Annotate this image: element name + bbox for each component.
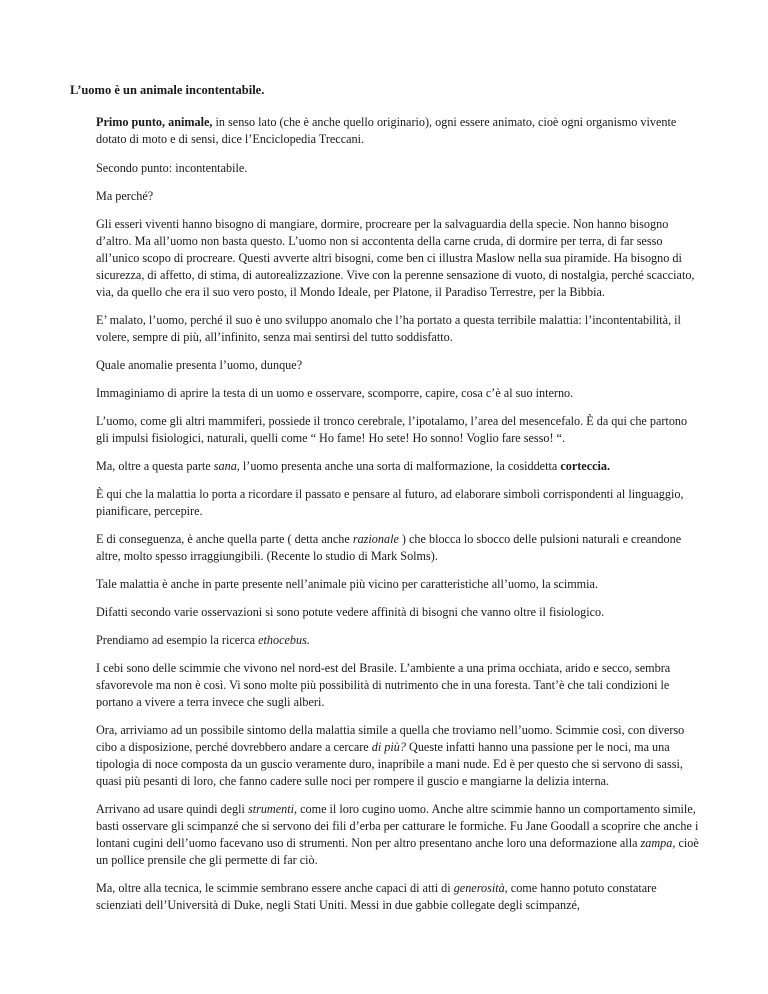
paragraph-8: L’uomo, come gli altri mammiferi, possiede il tronco cerebrale, l’ipotalamo, l’area del mesencefalo. È da qui che partono gli impulsi fisiologici, naturali, quelli come “ Ho fame! Ho sete! Ho sonno! Voglio fare sesso! “. <box>96 414 688 445</box>
paragraph-14: Prendiamo ad esempio la ricerca ethocebus. <box>96 633 310 647</box>
emphasis: generosità, <box>453 881 508 895</box>
paragraph-16: Ora, arriviamo ad un possibile sintomo della malattia simile a quella che troviamo nell’uomo. Scimmie così, con diverso cibo a disposizione, perché dovrebbero andare a cercare di più? Queste infatti hanno una passione per le noci, ma una tipologia di noce composta da un guscio veramente duro, inapribile a mani nude. Ed è per questo che si servono di sassi, quasi più pesanti di loro, che fanno cadere sulle noci per rompere il guscio e mangiarne la delizia interna. <box>96 723 685 788</box>
document-title: L’uomo è un animale incontentabile. <box>70 83 265 97</box>
document-body <box>96 114 700 925</box>
paragraph-5: E’ malato, l’uomo, perché il suo è uno sviluppo anomalo che l’ha portato a questa terribile malattia: l’incontentabilità, il volere, sempre di più, all’infinito, senza mai sentirsi del tutto soddisfatto. <box>96 313 681 344</box>
paragraph-12: Tale malattia è anche in parte presente nell’animale più vicino per caratteristiche all’uomo, la scimmia. <box>96 577 599 591</box>
bold-lead: Primo punto, animale, <box>96 115 213 129</box>
emphasis: sana, <box>213 459 240 473</box>
paragraph-3: Ma perché? <box>96 189 154 203</box>
emphasis: strumenti, <box>247 802 298 816</box>
paragraph-9: Ma, oltre a questa parte sana, l’uomo presenta anche una sorta di malformazione, la cosiddetta corteccia. <box>96 459 611 473</box>
paragraph-11: E di conseguenza, è anche quella parte ( detta anche razionale ) che blocca lo sbocco delle pulsioni naturali e creandone altre, molto spesso irraggiungibili. (Recente lo studio di Mark Solms). <box>96 532 682 563</box>
paragraph-4: Gli esseri viventi hanno bisogno di mangiare, dormire, procreare per la salvaguardia della specie. Non hanno bisogno d’altro. Ma all’uomo non basta questo. L’uomo non si accontenta della carne cruda, di dormire per terra, di far sesso all’unico scopo di procreare. Questi avverte altri bisogni, come ben ci illustra Maslow nella sua piramide. Ha bisogno di sicurezza, di affetto, di stima, di autorealizzazione. Vive con la perenne sensazione di vuoto, di nostalgia, perché scacciato, via, da quello che era il suo vero posto, il Mondo Ideale, per Platone, il Paradiso Terrestre, per la Bibbia. <box>96 217 695 299</box>
paragraph-7: Immaginiamo di aprire la testa di un uomo e osservare, scomporre, capire, cosa c’è al suo interno. <box>96 386 574 400</box>
paragraph-18: Ma, oltre alla tecnica, le scimmie sembrano essere anche capaci di atti di generosità, come hanno potuto constatare scienziati dell’Università di Duke, negli Stati Uniti. Messi in due gabbie collegate degli scimpanzé, <box>96 881 657 912</box>
paragraph-15: I cebi sono delle scimmie che vivono nel nord-est del Brasile. L’ambiente a una prima occhiata, arido e secco, sembra sfavorevole ma non è così. Vi sono molte più possibilità di nutrimento che in una foresta. Tant’è che tali condizioni le portano a vivere a terra invece che sugli alberi. <box>96 661 671 709</box>
paragraph-13: Difatti secondo varie osservazioni si sono potute vedere affinità di bisogni che vanno oltre il fisiologico. <box>96 605 605 619</box>
emphasis: zampa, <box>640 836 676 850</box>
paragraph-6: Quale anomalie presenta l’uomo, dunque? <box>96 358 303 372</box>
paragraph-2: Secondo punto: incontentabile. <box>96 161 248 175</box>
paragraph-1: Primo punto, animale, in senso lato (che è anche quello originario), ogni essere animato, cioè ogni organismo vivente dotato di moto e di sensi, dice l’Enciclopedia Treccani. <box>96 115 677 146</box>
emphasis: ethocebus. <box>258 633 310 647</box>
paragraph-10: È qui che la malattia lo porta a ricordare il passato e pensare al futuro, ad elaborare simboli corrispondenti al linguaggio, pianificare, percepire. <box>96 487 684 518</box>
paragraph-17: Arrivano ad usare quindi degli strumenti, come il loro cugino uomo. Anche altre scimmie hanno un comportamento simile, basti osservare gli scimpanzé che si servono dei fili d’erba per catturare le formiche. Fu Jane Goodall a scoprire che anche i lontani cugini dell’uomo facevano uso di strumenti. Non per altro presentano anche loro una deformazione alla zampa, cioè un pollice prensile che gli permette di far ciò. <box>96 802 699 867</box>
emphasis: razionale <box>352 532 399 546</box>
strong-term: corteccia. <box>560 459 611 473</box>
emphasis: di più? <box>371 740 406 754</box>
